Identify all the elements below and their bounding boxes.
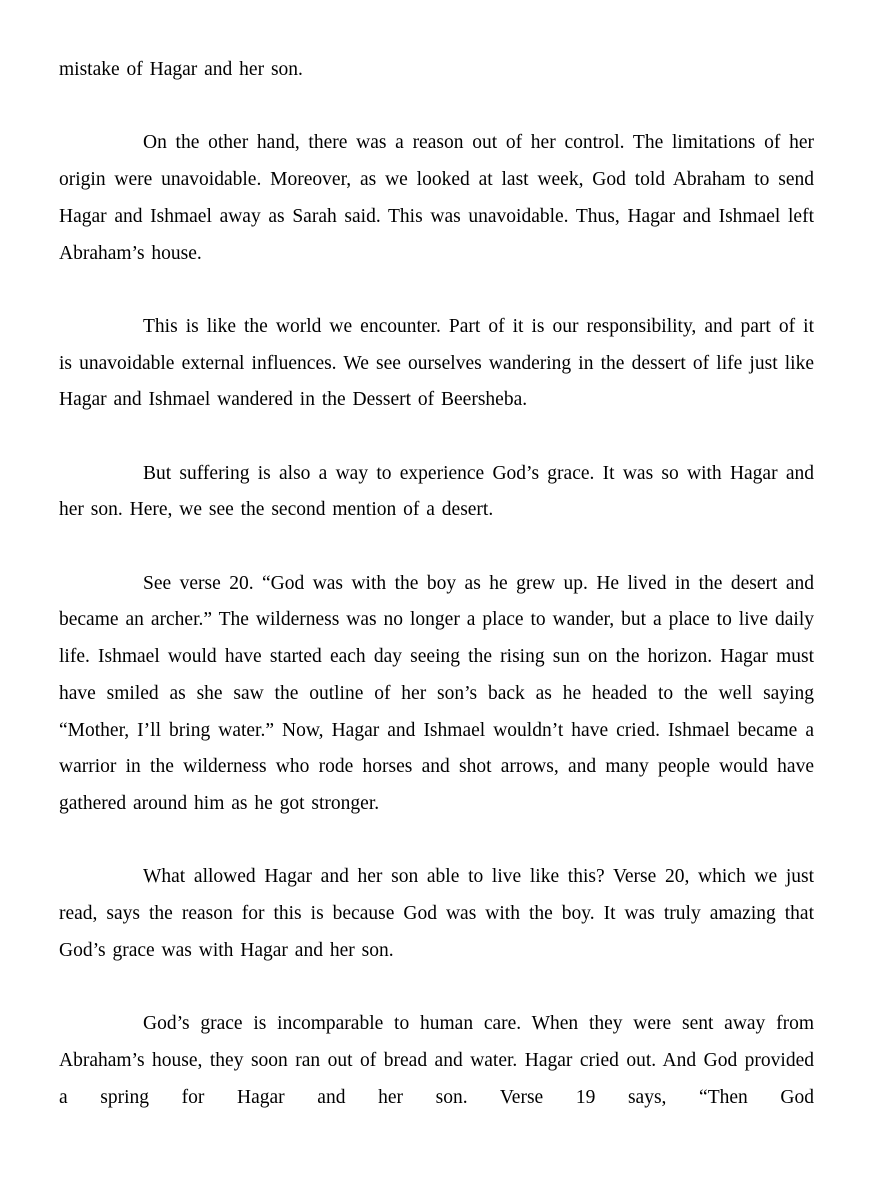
document-page	[59, 52, 814, 1116]
paragraph-suffering-grace: But suffering is also a way to experience God’s grace. It was so with Hagar and her son. Here, we see the second mention of a desert.	[59, 462, 814, 521]
paragraph-gods-grace: God’s grace is incomparable to human care. When they were sent away from Abraham’s house, they soon ran out of bread and water. Hagar cried out. And God provided a spring for Hagar and her son. Verse 19 says, “Then God	[59, 1013, 814, 1108]
paragraph-world-we-encounter: This is like the world we encounter. Part of it is our responsibility, and part of it is unavoidable external influences. We see ourselves wandering in the dessert of life just like Hagar and Ishmael wandered in the Dessert of Beersheba.	[59, 315, 814, 411]
paragraph-continuation: mistake of Hagar and her son.	[59, 59, 303, 80]
paragraph-verse-20: See verse 20. “God was with the boy as he grew up. He lived in the desert and became an archer.” The wilderness was no longer a place to wander, but a place to live daily life. Ishmael would have started each day seeing the rising sun on the horizon. Hagar must have smiled as she saw the outline of her son’s back as he headed to the well saying “Mother, I’ll bring water.” Now, Hagar and Ishmael wouldn’t have cried. Ishmael became a warrior in the wilderness who rode horses and shot arrows, and many people would have gathered around him as he got stronger.	[59, 572, 814, 814]
paragraph-what-allowed: What allowed Hagar and her son able to live like this? Verse 20, which we just read, says the reason for this is because God was with the boy. It was truly amazing that God’s grace was with Hagar and her son.	[59, 866, 814, 961]
paragraph-reason-out-of-control: On the other hand, there was a reason out of her control. The limitations of her origin were unavoidable. Moreover, as we looked at last week, God told Abraham to send Hagar and Ishmael away as Sarah said. This was unavoidable. Thus, Hagar and Ishmael left Abraham’s house.	[59, 132, 814, 264]
